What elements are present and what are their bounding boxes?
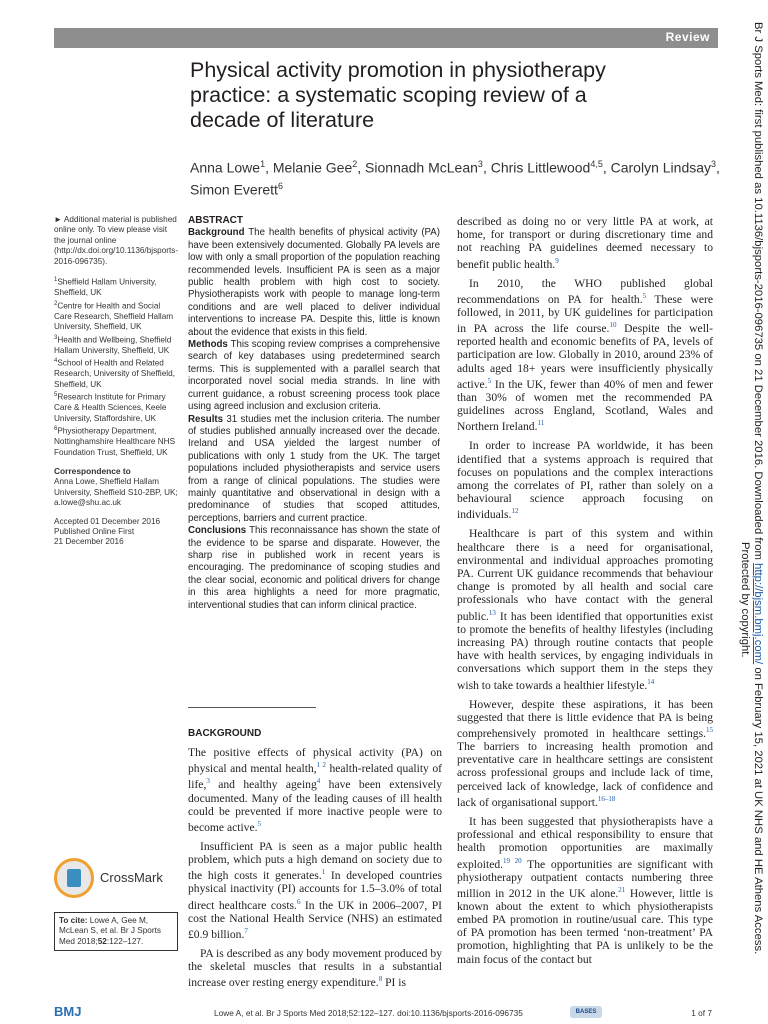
supplementary-note: ► Additional material is published online only. To view please visit the journal online (http://dx.doi.org/10.1136/bjsports-2016-096735). <box>54 215 179 266</box>
reference-marker[interactable]: 10 <box>609 321 617 330</box>
reference-marker[interactable]: 21 <box>618 885 626 894</box>
author-affiliation-marker: 3 <box>477 159 483 169</box>
affiliations <box>54 275 178 458</box>
author: Anna Lowe <box>190 159 261 176</box>
reference-marker[interactable]: 3 <box>206 777 210 786</box>
reference-marker[interactable]: 5 <box>257 819 262 828</box>
body-paragraph: In order to increase PA worldwide, it has been identified that a systems approach is required that focuses on populations and the complex interactions among the correlates of PI, rather than solely on a behavioural science approach focusing on individuals.$^{12}$ <box>457 439 713 522</box>
author: Carolyn Lindsay <box>610 159 712 176</box>
article-title: Physical activity promotion in physiotherapy practice: a systematic scoping review of a decade of literature <box>190 58 606 132</box>
download-note-suffix: on February 15, 2021 at UK NHS and HE Athens Access. <box>752 664 764 955</box>
body-paragraph: In 2010, the WHO published global recommendations on PA for health.$^5$ These were followed, in 2011, by UK guidelines for participation in PA across the life course.$^{10}$ Despite the well-reported health and economic benefits of PA, levels of participation are low. Globally in 2010, around 23% of adults aged 18+ years were insufficiently physically active.$^5$ In the UK, fewer than 40% of men and fewer than 30% of women met the recommended PA guidelines across England, Scotland, Wales and Northern Ireland.$^{11}$ <box>457 276 713 434</box>
affiliation: $^3$Health and Wellbeing, Sheffield Hallam University, Sheffield, UK <box>54 334 172 355</box>
author: Sionnadh McLean <box>365 159 478 176</box>
author: Chris Littlewood <box>490 159 591 176</box>
right-column <box>457 215 713 972</box>
section-label: Review <box>665 30 710 44</box>
abstract-heading: ABSTRACT <box>188 215 243 226</box>
reference-marker[interactable]: 1 2 <box>316 761 326 770</box>
download-note-text <box>738 22 764 1012</box>
abstract-methods-label: Methods <box>188 339 228 351</box>
accepted-date: Accepted 01 December 2016 <box>54 516 161 526</box>
abstract-methods-text: This scoping review comprises a comprehensive search of key databases using predetermined search terms. This is supplemented with a parallel search that incorporated novel social media strands. In line with current guidance, a robust screening process took place using agreed inclusion and exclusion criteria. <box>188 339 440 413</box>
published-label: Published Online First <box>54 526 135 536</box>
affiliation: $^2$Centre for Health and Social Care Research, Sheffield Hallam University, Sheffield, UK <box>54 300 174 332</box>
article-dates <box>54 517 178 548</box>
cite-text: Lowe A, Gee M, McLean S, et al. Br J Sports Med 2018; <box>59 916 161 946</box>
cite-volume: 52 <box>97 936 107 946</box>
background-section <box>188 727 442 995</box>
background-paragraph: The positive effects of physical activity (PA) on physical and mental health,$^{1 2}$ health-related quality of life,$^3$ and healthy ageing$^4$ have been extensively documented. Many of the leading causes of ill health could be prevented if more inactive people were to become active.$^5$ <box>188 746 442 834</box>
reference-marker[interactable]: 6 <box>296 897 301 906</box>
affiliation-number: 2 <box>54 300 58 307</box>
reference-marker[interactable]: 14 <box>647 677 655 686</box>
affiliation-number: 5 <box>54 392 58 399</box>
correspondence-heading: Correspondence to <box>54 465 131 476</box>
reference-marker[interactable]: 5 <box>487 376 492 385</box>
author: Simon Everett <box>190 181 278 198</box>
download-note-line-1 <box>751 22 764 1012</box>
affiliation: $^4$School of Health and Related Research, University of Sheffield, Sheffield, UK <box>54 358 175 389</box>
abstract-conclusions-text: This reconnaissance has shown the state of the evidence to be sparse and disparate. However, the sharp rise in published work in recent years is encouraging. The predominance of scoping studies and the clear social, economic and political drivers for change in this area highlights a need for more pragmatic, interventional studies that can inform clinical practice. <box>188 525 440 611</box>
author-affiliation-marker: 6 <box>277 180 283 191</box>
crossmark-badge[interactable] <box>54 858 178 898</box>
download-note-line-2: Protected by copyright. <box>739 542 751 658</box>
abstract-background-label: Background <box>188 227 245 239</box>
section-banner <box>54 28 718 48</box>
reference-marker[interactable]: 12 <box>511 507 519 516</box>
reference-marker[interactable]: 15 <box>706 725 713 734</box>
affiliation: $^1$Sheffield Hallam University, Sheffield, UK <box>54 277 157 298</box>
reference-marker[interactable]: 5 <box>642 291 647 300</box>
affiliation-number: 1 <box>54 277 58 284</box>
sidebar <box>54 215 178 548</box>
abstract-conclusions-label: Conclusions <box>188 525 247 537</box>
page-footer <box>54 1004 718 1020</box>
affiliation: $^5$Research Institute for Primary Care & Health Sciences, Keele University, Staffordshire, UK <box>54 392 167 423</box>
body-paragraph: described as doing no or very little PA at work, at home, for transport or during discretionary time and not reaching PA guidelines deemed necessary to benefit public health.$^9$ <box>457 215 713 271</box>
author: Melanie Gee <box>272 159 353 176</box>
citation-box <box>54 912 178 951</box>
footer-citation: Lowe A, et al. Br J Sports Med 2018;52:122–127. doi:10.1136/bjsports-2016-096735 <box>214 1008 523 1018</box>
abstract-background <box>188 227 440 339</box>
author-affiliation-marker: 3 <box>711 159 717 169</box>
body-paragraph: Healthcare is part of this system and within healthcare there is a need for organisational, environmental and individual approaches promoting PA. Current UK guidance recommends that behaviour change is promoted by all health and social care professionals who have contact with the general public.$^{13}$ It has been identified that opportunities exist to promote the benefits of healthy lifestyles (including increasing PA) through routine contacts that people have with health services, by engaging individuals in conversations which support them in the steps they wish to take towards a healthier lifestyle.$^{14}$ <box>457 527 713 692</box>
abstract <box>188 215 440 612</box>
reference-marker[interactable]: 8 <box>378 975 383 984</box>
background-paragraph: PA is described as any body movement produced by the skeletal muscles that results in a substantial increase over resting energy expenditure.$^8$ PI is <box>188 947 442 990</box>
reference-marker[interactable]: 13 <box>488 608 496 617</box>
affiliation-number: 3 <box>54 334 58 341</box>
download-note-prefix: Br J Sports Med: first published as 10.1136/bjsports-2016-096735 on 21 December 2016. Downloaded from <box>752 22 764 564</box>
crossmark-icon <box>54 858 94 898</box>
abstract-results-text: 31 studies met the inclusion criteria. The number of studies published annually increased over the decade. Ireland and USA yielded the largest number of publications with only 1 study from the UK. The target populations included physiotherapists and service users from a range of clinical populations. The studies were mainly quantitative and observational in design with a predominance of studies that scoped attitudes, perceptions, barriers and current practice. <box>188 413 440 524</box>
affiliation-number: 4 <box>54 358 58 365</box>
reference-marker[interactable]: 1 <box>321 868 326 877</box>
bmj-logo[interactable]: BMJ <box>54 1004 82 1019</box>
author-affiliation-marker: 4,5 <box>590 159 603 169</box>
section-divider <box>188 707 316 708</box>
journal-link[interactable]: http://bjsm.bmj.com/ <box>752 563 764 665</box>
background-heading: BACKGROUND <box>188 728 262 739</box>
abstract-background-text: The health benefits of physical activity (PA) have been extensively documented. Globally PA levels are low with only a small proportion of the population reaching recommended levels. Insufficient PA is seen as a major public health problem with high cost to society. Physiotherapists work with people to manage long-term conditions and are well placed to deliver individual interventions to increase PA. Despite this, little is known about the evidence that exists in this field. <box>188 227 440 338</box>
reference-marker[interactable]: 16–18 <box>597 794 616 803</box>
abstract-methods <box>188 339 440 413</box>
cite-pages: :122–127. <box>106 936 144 946</box>
reference-marker[interactable]: 7 <box>244 926 248 935</box>
published-date: 21 December 2016 <box>54 537 124 547</box>
cite-label: To cite: <box>59 916 88 925</box>
download-note <box>738 22 766 1012</box>
abstract-conclusions <box>188 525 440 612</box>
abstract-results <box>188 414 440 526</box>
page-number: 1 of 7 <box>691 1008 712 1018</box>
reference-marker[interactable]: 11 <box>537 419 545 428</box>
bases-logo: BASES <box>570 1006 602 1018</box>
body-paragraph: However, despite these aspirations, it has been suggested that there is little evidence that PA is being comprehensively promoted in healthcare settings.$^{15}$ The barriers to increasing health promotion and preventative care in healthcare settings are consistent across professional groups and include lack of time, perceived lack of knowledge, lack of confidence and lack of organisational support.$^{16-18}$ <box>457 697 713 809</box>
author-affiliation-marker: 1 <box>260 159 266 169</box>
author-list: Anna Lowe$^1$, Melanie Gee$^2$, Sionnadh McLean$^3$, Chris Littlewood$^{4,5}$, Carolyn Lindsay$^3$, Simon Everett$^6$ <box>190 159 720 198</box>
correspondence-text: Anna Lowe, Sheffield Hallam University, Sheffield S10-2BP, UK; a.lowe@shu.ac.uk <box>54 477 178 508</box>
abstract-results-label: Results <box>188 413 223 425</box>
reference-marker[interactable]: 4 <box>316 777 321 786</box>
affiliation: $^6$Physiotherapy Department, Nottinghamshire Healthcare NHS Foundation Trust, Sheffield, UK <box>54 425 176 457</box>
reference-marker[interactable]: 19 20 <box>503 856 522 865</box>
background-paragraph: Insufficient PA is seen as a major public health problem, which puts a high demand on society due to the high costs it generates.$^1$ In developed countries physical inactivity (PI) accounts for 1.5–3.0% of total direct healthcare costs.$^6$ In the UK in 2006–2007, PI cost the National Health Service (NHS) an estimated £0.9 billion.$^7$ <box>188 840 442 941</box>
author-affiliation-marker: 2 <box>352 159 358 169</box>
reference-marker[interactable]: 9 <box>555 256 559 265</box>
crossmark-label: CrossMark <box>100 870 163 885</box>
body-paragraph: It has been suggested that physiotherapists have a professional and ethical responsibility to ensure that health promotion opportunities are maximally exploited.$^{19 20}$ The opportunities are significant with physiotherapy outpatient contacts numbering three million in 2012 in the UK alone.$^{21}$ However, little is known about the extent to which physiotherapists embed PA promotion in routine/usual care. This type of PA promotion has been termed ‘non-treatment’ PA promotion, highlighting that PA is unlikely to be the main focus of the contact but <box>457 814 714 966</box>
affiliation-number: 6 <box>54 425 58 432</box>
